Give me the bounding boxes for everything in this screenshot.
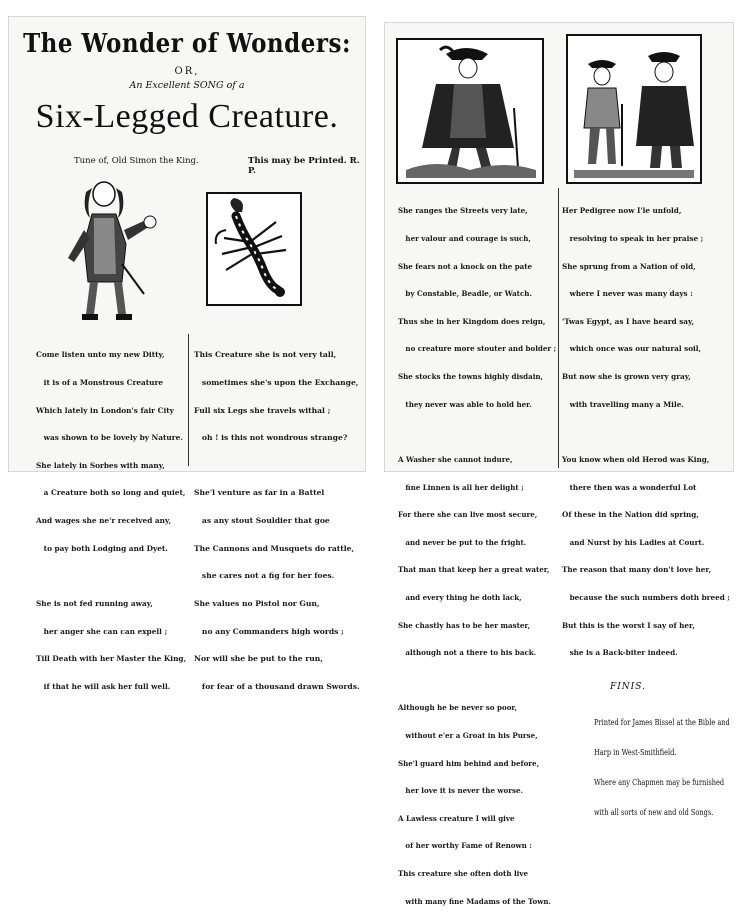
verse-line: to pay both Lodging and Dyet.	[36, 543, 168, 553]
verse-line: She'l guard him behind and before,	[398, 758, 540, 768]
verse-line	[194, 461, 360, 470]
verse-line	[562, 427, 730, 436]
subtitle: An Excellent SONG of a	[129, 80, 245, 91]
woodcut-two-men-image	[566, 34, 702, 184]
verse-line: For there she can live most secure,	[398, 510, 538, 520]
verse-line: She ranges the Streets very late,	[398, 206, 528, 216]
verse-line: She chastly has to be her master,	[398, 620, 531, 630]
verse-line: Of these in the Nation did spring,	[562, 510, 699, 520]
verse-line: of her worthy Fame of Renown :	[398, 841, 532, 851]
verse-line: where I never was many days :	[562, 289, 693, 299]
verse-line: Nor will she be put to the run,	[194, 654, 323, 664]
verse-line: Which lately in London's fair City	[36, 405, 174, 415]
verse-column-2	[194, 332, 360, 709]
woodcut-cavalier-image	[396, 38, 544, 184]
right-page	[384, 22, 734, 906]
licence-line: This may be Printed. R. P.	[248, 156, 360, 176]
tune-line: Tune of, Old Simon the King.	[74, 156, 199, 166]
woodcut-scorpion-image	[206, 192, 302, 306]
verse-line: Full six Legs she travels withal ;	[194, 405, 331, 415]
verse-line	[398, 676, 556, 685]
imprint	[594, 698, 730, 838]
verse-line	[36, 571, 186, 580]
verse-line: and never be put to the fright.	[398, 537, 527, 547]
imprint-line: Harp in West-Smithfield.	[594, 748, 677, 757]
verse-line: a Creature both so long and quiet,	[36, 488, 186, 498]
verse-line: But this is the worst I say of her,	[562, 620, 695, 630]
verse-line: This Creature she is not very tall,	[194, 350, 337, 360]
verse-column-1	[36, 332, 186, 709]
column-divider	[558, 188, 559, 468]
verse-line: She lately in Sorbes with many,	[36, 460, 165, 470]
verse-line: Thus she in her Kingdom does reign,	[398, 316, 546, 326]
verse-line: She values no Pistol nor Gun,	[194, 598, 320, 608]
verse-column-3	[398, 188, 556, 924]
verse-line: resolving to speak in her praise ;	[562, 234, 704, 244]
verse-line: was shown to be lovely by Nature.	[36, 433, 183, 443]
verse-line: But now she is grown very gray,	[562, 372, 691, 382]
verse-line: they never was able to hold her.	[398, 399, 532, 409]
main-title: Six-Legged Creature.	[35, 98, 339, 135]
verse-line: her love it is never the worse.	[398, 786, 524, 796]
verse-line: it is of a Monstrous Creature	[36, 378, 164, 388]
verse-line: A Lawless creature I will give	[398, 813, 515, 823]
verse-line: Her Pedigree now I'le unfold,	[562, 206, 682, 216]
verse-line: no any Commanders high words ;	[194, 626, 344, 636]
verse-line: fine Linnen is all her delight ;	[398, 482, 524, 492]
verse-line: You know when old Herod was King,	[562, 454, 710, 464]
verse-line: she is a Back-biter indeed.	[562, 648, 678, 658]
verse-line: and every thing he doth lack,	[398, 592, 522, 602]
verse-line: sometimes she's upon the Exchange,	[194, 378, 359, 388]
verse-line: with travelling many a Mile.	[562, 399, 684, 409]
imprint-line: with all sorts of new and old Songs.	[594, 808, 714, 817]
verse-line: 'Twas Egypt, as I have heard say,	[562, 316, 695, 326]
verse-line: She'l venture as far in a Battel	[194, 488, 325, 498]
verse-line: oh ! is this not wondrous strange?	[194, 433, 348, 443]
verse-line: A Washer she cannot indure,	[398, 454, 513, 464]
imprint-line: Printed for James Bissel at the Bible and	[594, 718, 730, 727]
verse-line: by Constable, Beadle, or Watch.	[398, 289, 532, 299]
verse-line: That man that keep her a great water,	[398, 565, 550, 575]
verse-line: Although he be never so poor,	[398, 703, 518, 713]
verse-line: She sprung from a Nation of old,	[562, 261, 696, 271]
verse-line: She fears not a knock on the pate	[398, 261, 533, 271]
verse-line: She stocks the towns highly disdain,	[398, 372, 544, 382]
woodcut-gentleman-image	[64, 174, 158, 330]
imprint-line: Where any Chapmen may be furnished	[594, 778, 725, 787]
left-page	[8, 16, 366, 691]
verse-line: which once was our natural soil,	[562, 344, 702, 354]
verse-line: because the such numbers doth breed ;	[562, 592, 730, 602]
verse-line: without e'er a Groat in his Purse,	[398, 730, 538, 740]
verse-line: no creature more stouter and bolder ;	[398, 344, 557, 354]
verse-line: Till Death with her Master the King,	[36, 654, 187, 664]
verse-line: and Nurst by his Ladies at Court.	[562, 537, 705, 547]
ballad-title: The Wonder of Wonders:	[23, 27, 351, 60]
or-line: OR,	[174, 66, 200, 77]
verse-line: although not a there to his back.	[398, 648, 537, 658]
verse-line: for fear of a thousand drawn Swords.	[194, 681, 360, 691]
verse-column-4	[562, 188, 730, 676]
verse-line: with many fine Madams of the Town.	[398, 896, 551, 906]
verse-line: This creature she often doth live	[398, 869, 528, 879]
verse-line: The reason that many don't love her,	[562, 565, 712, 575]
verse-line: her valour and courage is such,	[398, 234, 531, 244]
finis: FINIS.	[610, 682, 646, 692]
verse-line: She is not fed running away,	[36, 598, 153, 608]
verse-line: her anger she can can expell ;	[36, 626, 168, 636]
verse-line: And wages she ne'r received any,	[36, 516, 172, 526]
verse-line: if that he will ask her full well.	[36, 681, 171, 691]
column-divider	[188, 334, 189, 466]
verse-line: she cares not a fig for her foes.	[194, 571, 335, 581]
verse-line	[398, 427, 556, 436]
verse-line: Come listen unto my new Ditty,	[36, 350, 165, 360]
verse-line: as any stout Souldier that goe	[194, 516, 330, 526]
verse-line: The Cannons and Musquets do rattle,	[194, 543, 355, 553]
verse-line: there then was a wonderful Lot	[562, 482, 697, 492]
